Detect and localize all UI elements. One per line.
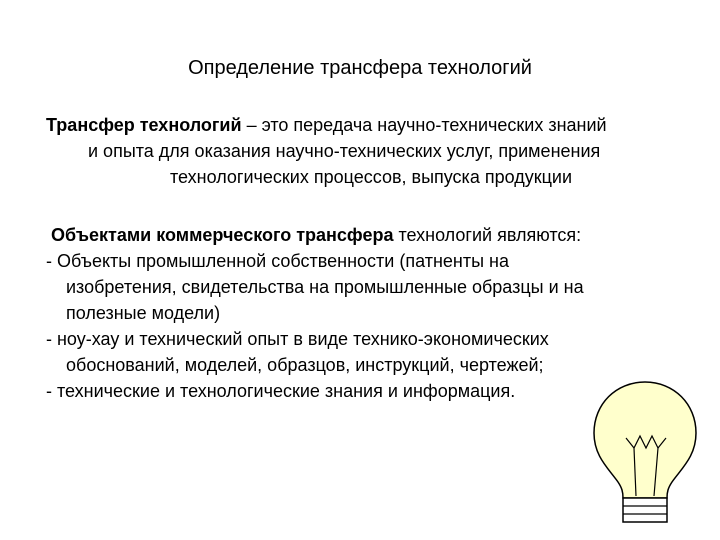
objects-block: [46, 222, 686, 404]
objects-intro: [46, 222, 686, 248]
slide-title: Определение трансфера технологий: [188, 57, 532, 79]
definition-line-3: технологических процессов, выпуска продукции: [169, 167, 573, 187]
definition-line-2: и опыта для оказания научно-технических услуг, применения: [88, 141, 601, 161]
bulb-base: [623, 498, 667, 522]
light-bulb-icon: [590, 378, 700, 533]
list-item-2-line-1: - ноу-хау и технический опыт в виде технико-экономических: [46, 329, 549, 349]
list-item-3-line-1: - технические и технологические знания и информация.: [46, 381, 516, 401]
list-item-1-line-2: изобретения, свидетельства на промышленные образцы и на: [66, 277, 584, 297]
definition-line-1: [46, 112, 696, 138]
list-item-2-line-2: обоснований, моделей, образцов, инструкций, чертежей;: [66, 355, 544, 375]
definition-line-1-rest: – это передача научно-технических знаний: [241, 115, 607, 135]
definition-term: Трансфер технологий: [46, 115, 242, 135]
objects-intro-bold: Объектами коммерческого трансфера: [51, 225, 394, 245]
list-item-1-line-1: - Объекты промышленной собственности (патненты на: [46, 251, 509, 271]
objects-intro-rest: технологий являются:: [393, 225, 582, 245]
definition-block: [46, 112, 696, 190]
list-item-1-line-3: полезные модели): [66, 303, 221, 323]
bulb-glass: [594, 382, 696, 498]
